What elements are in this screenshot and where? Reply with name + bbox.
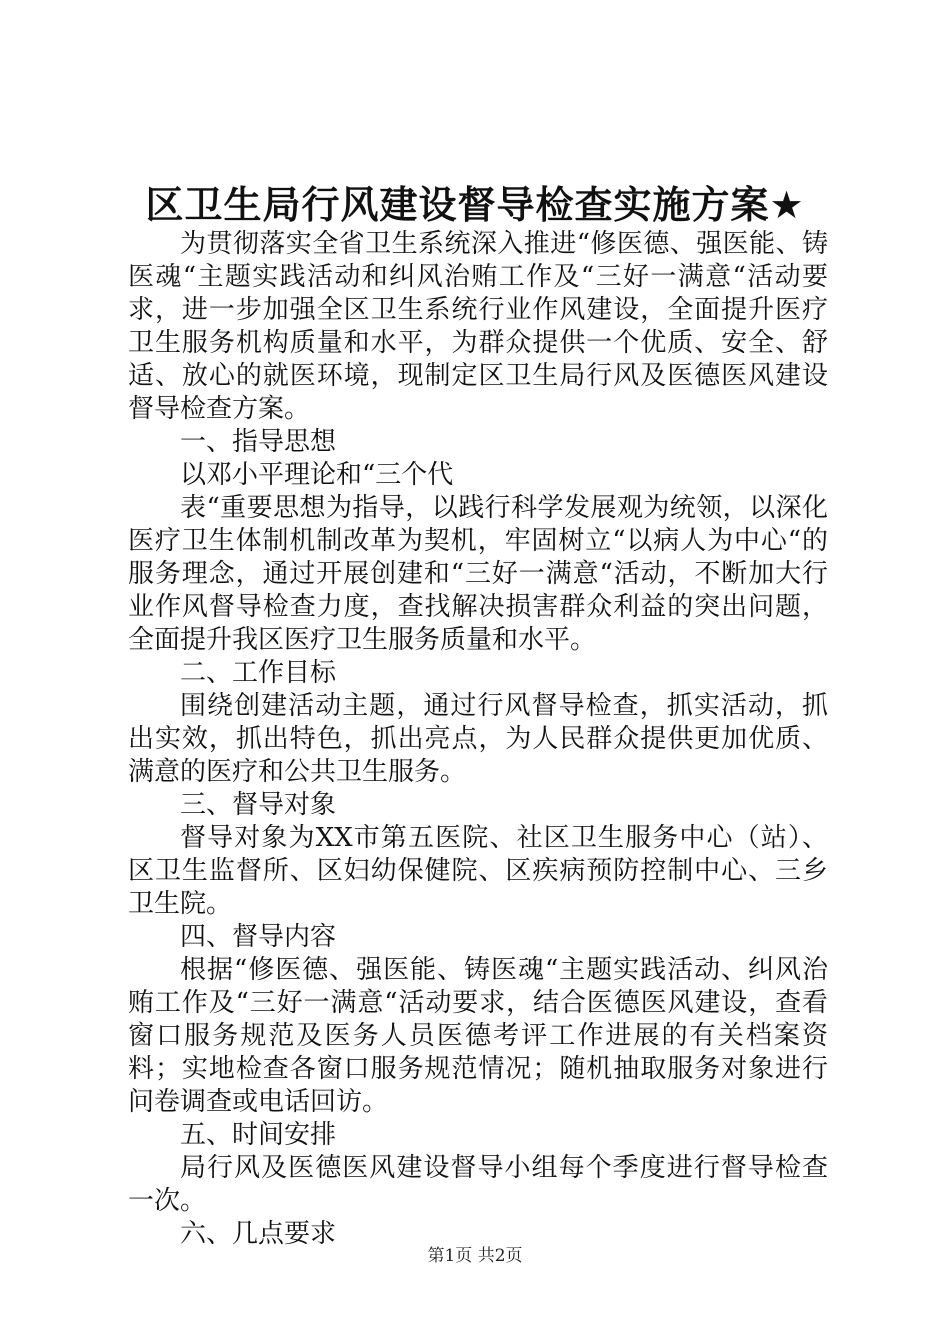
page-footer: 第1页 共2页 [427, 1246, 523, 1266]
guiding-ideology-line: 以邓小平理论和“三个代 [180, 460, 454, 490]
supervision-content-paragraph: 根据“修医德、强医能、铸医魂“主题实践活动、纠风治贿工作及“三好一满意“活动要求，结合医德医风建设，查看窗口服务规范及医务人员医德考评工作进展的有关档案资料；实地检查各窗口服务规范情况；随机抽取服务对象进行问卷调查或电话回访。 [128, 955, 828, 1117]
document-title: 区卫生局行风建设督导检查实施方案★ [145, 183, 805, 227]
schedule-paragraph: 局行风及医德医风建设督导小组每个季度进行督导检查一次。 [128, 1153, 828, 1216]
section-heading-work-goals: 二、工作目标 [180, 658, 337, 688]
intro-paragraph: 为贯彻落实全省卫生系统深入推进“修医德、强医能、铸医魂“主题实践活动和纠风治贿工作及“三好一满意“活动要求，进一步加强全区卫生系统行业作风建设，全面提升医疗卫生服务机构质量和水平，为群众提供一个优质、安全、舒适、放心的就医环境，现制定区卫生局行风及医德医风建设督导检查方案。 [128, 229, 828, 424]
section-heading-guiding-ideology: 一、指导思想 [180, 427, 337, 457]
work-goals-paragraph: 围绕创建活动主题，通过行风督导检查，抓实活动，抓出实效，抓出特色，抓出亮点，为人民群众提供更加优质、满意的医疗和公共卫生服务。 [128, 691, 828, 787]
section-heading-schedule: 五、时间安排 [180, 1120, 337, 1150]
supervision-targets-paragraph: 督导对象为XX市第五医院、社区卫生服务中心（站）、区卫生监督所、区妇幼保健院、区疾病预防控制中心、三乡卫生院。 [128, 823, 828, 919]
section-heading-supervision-targets: 三、督导对象 [180, 790, 337, 820]
guiding-ideology-paragraph: 表“重要思想为指导，以践行科学发展观为统领，以深化医疗卫生体制机制改革为契机，牢固树立“以病人为中心“的服务理念，通过开展创建和“三好一满意“活动，不断加大行业作风督导检查力度，查找解决损害群众利益的突出问题，全面提升我区医疗卫生服务质量和水平。 [128, 493, 828, 655]
section-heading-supervision-content: 四、督导内容 [180, 922, 337, 952]
section-heading-requirements: 六、几点要求 [180, 1219, 337, 1249]
document-body [128, 228, 828, 1251]
